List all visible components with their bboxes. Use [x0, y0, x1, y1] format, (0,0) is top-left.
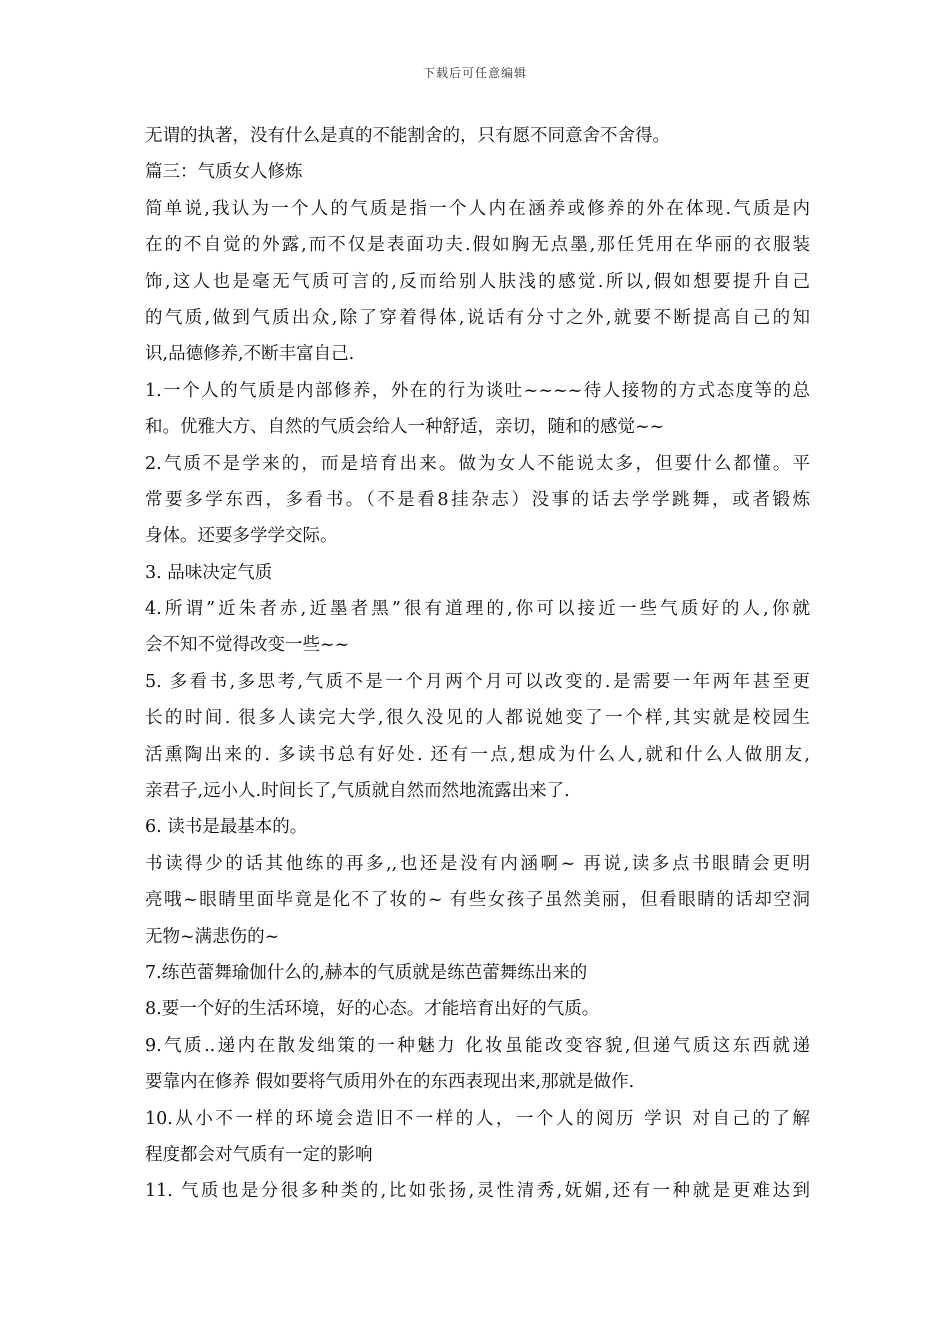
text-line: 7.练芭蕾舞瑜伽什么的,赫本的气质就是练芭蕾舞练出来的: [145, 962, 588, 983]
text-line: 常要多学东西，多看书。（不是看8挂杂志）没事的话去学学跳舞，或者锻炼: [145, 489, 810, 510]
text-line: 饰,这人也是毫无气质可言的,反而给别人肤浅的感觉.所以,假如想要提升自己: [145, 271, 810, 292]
text-line: 无物~满悲伤的~: [145, 926, 280, 947]
text-line: 身体。还要多学学交际。: [145, 526, 338, 547]
text-line: 和。优雅大方、自然的气质会给人一种舒适，亲切，随和的感觉~~: [145, 417, 665, 438]
text-line: 会不知不觉得改变一些~~: [145, 635, 350, 656]
text-line: 5. 多看书,多思考,气质不是一个月两个月可以改变的.是需要一年两年甚至更: [145, 671, 810, 692]
text-line: 活熏陶出来的. 多读书总有好处. 还有一点,想成为什么人,就和什么人做朋友,: [145, 744, 810, 765]
text-line: 11. 气质也是分很多种类的,比如张扬,灵性清秀,妩媚,还有一种就是更难达到: [145, 1181, 810, 1202]
page-header: 下载后可任意编辑: [422, 66, 527, 80]
text-line: 篇三：气质女人修炼: [145, 162, 303, 183]
text-line: 程度都会对气质有一定的影响: [145, 1144, 373, 1165]
text-line: 亮哦~眼睛里面毕竟是化不了妆的~ 有些女孩子虽然美丽，但看眼睛的话却空洞: [145, 890, 810, 911]
text-line: 识,品德修养,不断丰富自己.: [145, 344, 355, 365]
document-body: [145, 118, 810, 1210]
text-line: 无谓的执著，没有什么是真的不能割舍的，只有愿不同意舍不舍得。: [145, 126, 670, 146]
text-line: 简单说,我认为一个人的气质是指一个人内在涵养或修养的外在体现.气质是内: [145, 198, 810, 219]
text-line: 书读得少的话其他练的再多,,也还是没有内涵啊~ 再说,读多点书眼睛会更明: [145, 853, 810, 874]
text-line: 的气质,做到气质出众,除了穿着得体,说话有分寸之外,就要不断提高自己的知: [145, 307, 810, 328]
text-line: 2.气质不是学来的，而是培育出来。做为女人不能说太多，但要什么都懂。平: [145, 453, 810, 474]
text-line: 亲君子,远小人.时间长了,气质就自然而然地流露出来了.: [145, 781, 570, 802]
text-line: 10.从小不一样的环境会造旧不一样的人，一个人的阅历 学识 对自己的了解: [145, 1108, 810, 1129]
text-line: 4.所谓”近朱者赤,近墨者黑”很有道理的,你可以接近一些气质好的人,你就: [145, 599, 810, 620]
text-line: 9.气质..递内在散发绌策的一种魅力 化妆虽能改变容貌,但递气质这东西就递: [145, 1035, 810, 1056]
text-line: 1.一个人的气质是内部修养，外在的行为谈吐~~~~待人接物的方式态度等的总: [145, 380, 810, 401]
text-line: 在的不自觉的外露,而不仅是表面功夫.假如胸无点墨,那任凭用在华丽的衣服装: [145, 235, 810, 256]
text-line: 要靠内在修养 假如要将气质用外在的东西表现出来,那就是做作.: [145, 1072, 635, 1093]
text-line: 8.要一个好的生活环境，好的心态。才能培育出好的气质。: [145, 999, 600, 1020]
text-line: 3. 品味决定气质: [145, 562, 273, 583]
text-line: 6. 读书是最基本的。: [145, 817, 308, 838]
text-line: 长的时间. 很多人读完大学,很久没见的人都说她变了一个样,其实就是校园生: [145, 708, 810, 729]
